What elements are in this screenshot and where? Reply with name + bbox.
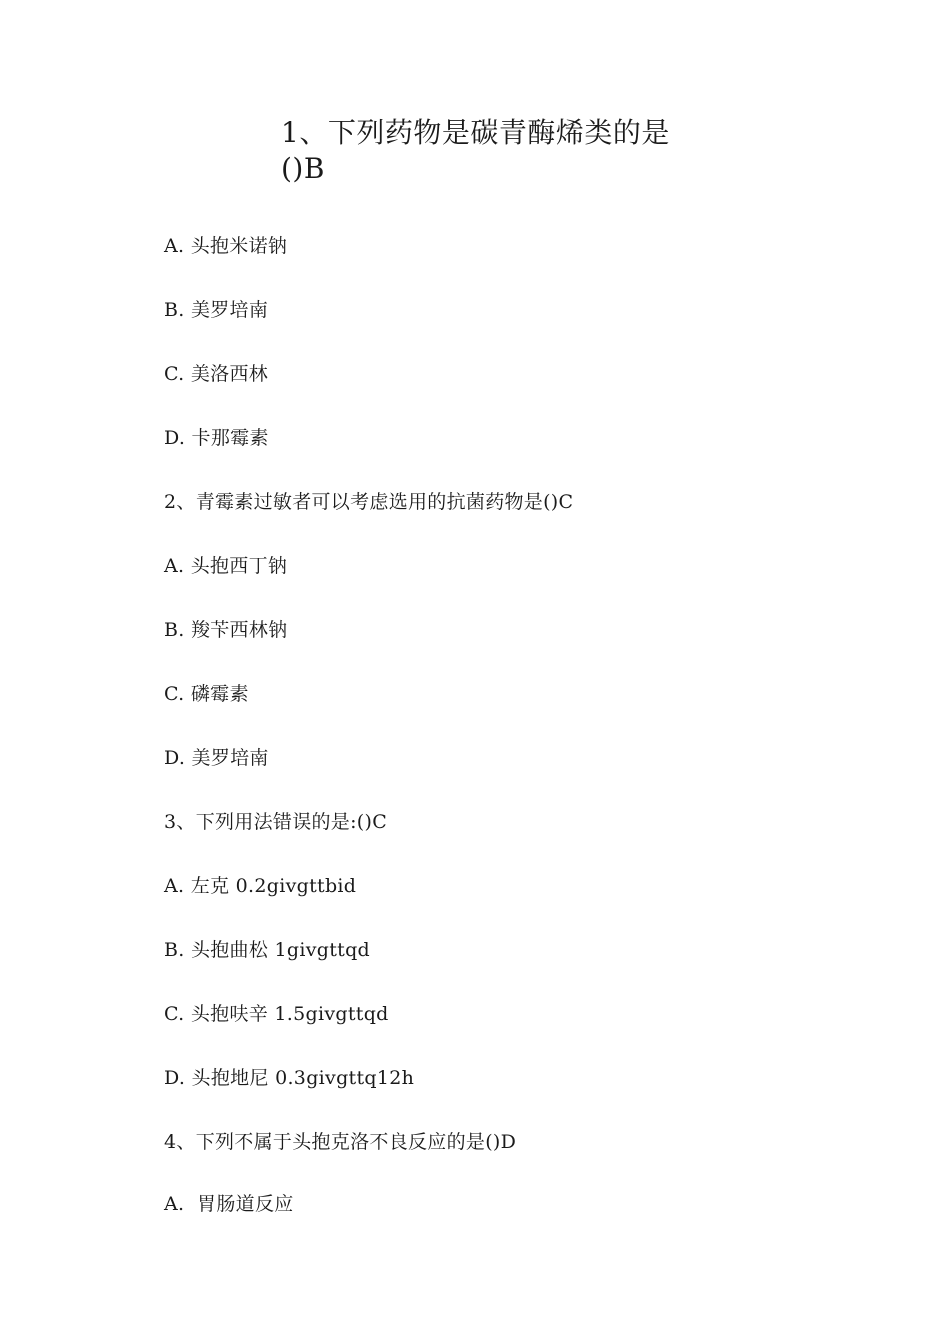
- q3-option-b: B. 头抱曲松 1givgttqd: [164, 939, 371, 961]
- q1-option-b: B. 美罗培南: [164, 299, 269, 321]
- q1-option-d: D. 卡那霉素: [164, 427, 269, 449]
- q1-option-c: C. 美洛西林: [164, 363, 269, 385]
- q2-option-c: C. 磷霉素: [164, 683, 249, 705]
- question-4: 4、下列不属于头抱克洛不良反应的是()D: [164, 1131, 517, 1153]
- q3-option-d: D. 头抱地尼 0.3givgttq12h: [164, 1067, 415, 1089]
- question-2: 2、青霉素过敏者可以考虑选用的抗菌药物是()C: [164, 491, 574, 513]
- q3-option-a: A. 左克 0.2givgttbid: [164, 875, 357, 897]
- q1-option-a: A. 头抱米诺钠: [164, 235, 288, 257]
- question-1-title: 1、下列药物是碳青酶烯类的是()B: [281, 116, 670, 185]
- q4-option-a: A. 胃肠道反应: [164, 1193, 294, 1215]
- q2-option-a: A. 头抱西丁钠: [164, 555, 288, 577]
- q2-option-b: B. 羧苄西林钠: [164, 619, 288, 641]
- q3-option-c: C. 头抱呋辛 1.5givgttqd: [164, 1003, 389, 1025]
- question-3: 3、下列用法错误的是:()C: [164, 811, 388, 833]
- q2-option-d: D. 美罗培南: [164, 747, 269, 769]
